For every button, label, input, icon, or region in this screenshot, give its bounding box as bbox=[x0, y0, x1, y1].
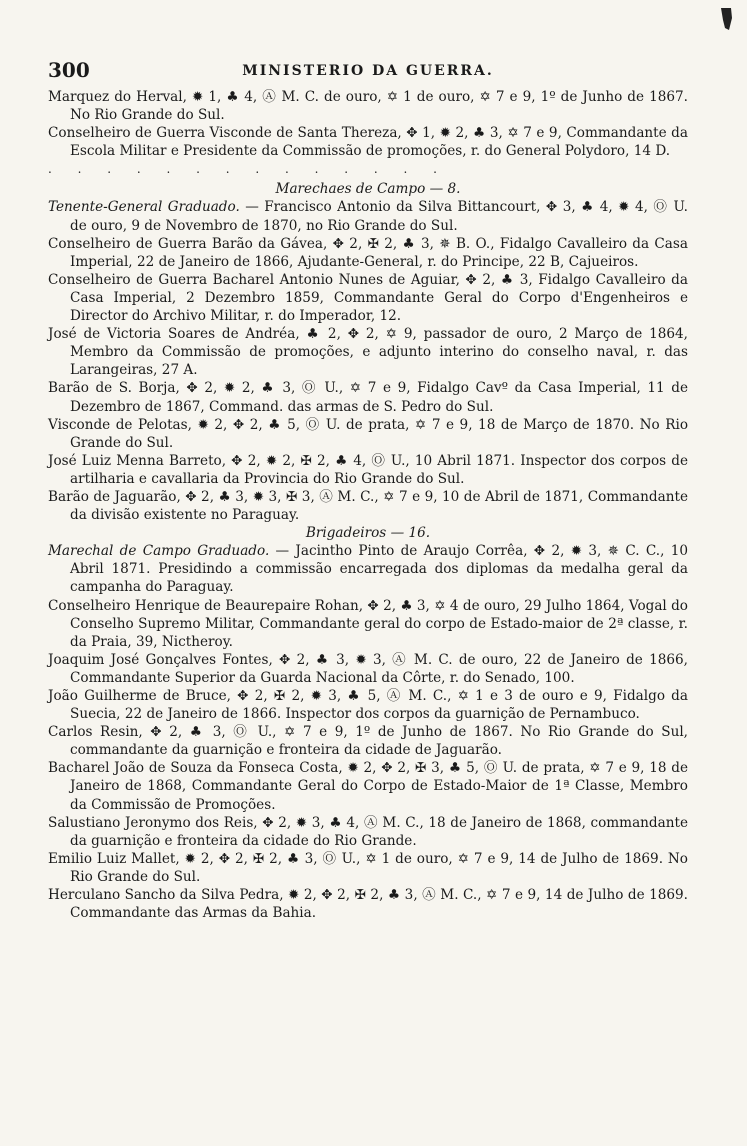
entry: Marquez do Herval, ✹ 1, ♣ 4, Ⓐ M. C. de ouro, ✡ 1 de ouro, ✡ 7 e 9, 1º de Junho de 1867. No Rio Grande do Sul. bbox=[48, 89, 688, 124]
entry: Conselheiro Henrique de Beaurepaire Rohan, ✥ 2, ♣ 3, ✡ 4 de ouro, 29 Julho 1864, Vogal do Conselho Supremo Militar, Commandante geral do corpo de Estado-maior de 2ª classe, r. da Praia, 39, Nictheroy. bbox=[48, 597, 688, 650]
entry: Conselheiro de Guerra Barão da Gávea, ✥ 2, ✠ 2, ♣ 3, ✵ B. O., Fidalgo Cavalleiro da Casa Imperial, 22 de Janeiro de 1866, Ajudante-General, r. do Principe, 22 B, Cajueiros. bbox=[48, 235, 688, 270]
section-title-marechaes: Marechaes de Campo — 8. bbox=[275, 181, 461, 198]
ink-blot-mark bbox=[717, 8, 735, 30]
entry: Salustiano Jeronymo dos Reis, ✥ 2, ✹ 3, ♣ 4, Ⓐ M. C., 18 de Janeiro de 1868, commandante da guarnição e fronteira da cidade do Rio Grande. bbox=[48, 814, 688, 849]
entry: Carlos Resin, ✥ 2, ♣ 3, Ⓞ U., ✡ 7 e 9, 1º de Junho de 1867. No Rio Grande do Sul, commandante da guarnição e fronteira da cidade de Jaguarão. bbox=[48, 724, 688, 759]
document-page bbox=[48, 58, 688, 922]
ellipsis-divider: . . . . . . . . . . . . . . bbox=[48, 162, 448, 177]
entry: José de Victoria Soares de Andréa, ♣ 2, ✥ 2, ✡ 9, passador de ouro, 2 Março de 1864, Membro da Commissão de promoções, e adjunto interino do conselho naval, r. das Larangeiras, 27 A. bbox=[48, 326, 688, 379]
entry: Bacharel João de Souza da Fonseca Costa, ✹ 2, ✥ 2, ✠ 3, ♣ 5, Ⓞ U. de prata, ✡ 7 e 9, 18 de Janeiro de 1868, Commandante Geral do Corpo de Estado-Maior de 1ª Classe, Membro da Commissão de Promoções. bbox=[48, 760, 688, 813]
entry bbox=[48, 542, 688, 596]
entry: Herculano Sancho da Silva Pedra, ✹ 2, ✥ 2, ✠ 2, ♣ 3, Ⓐ M. C., ✡ 7 e 9, 14 de Julho de 1869. Commandante das Armas da Bahia. bbox=[48, 887, 688, 922]
entry: Emilio Luiz Mallet, ✹ 2, ✥ 2, ✠ 2, ♣ 3, Ⓞ U., ✡ 1 de ouro, ✡ 7 e 9, 14 de Julho de 1869. No Rio Grande do Sul. bbox=[48, 850, 688, 885]
entry-text: — Francisco Antonio da Silva Bittancourt, ✥ 3, ♣ 4, ✹ 4, Ⓞ U. de ouro, 9 de Novembro de 1870, no Rio Grande do Sul. bbox=[70, 199, 688, 234]
entry: Barão de S. Borja, ✥ 2, ✹ 2, ♣ 3, Ⓞ U., ✡ 7 e 9, Fidalgo Cavº da Casa Imperial, 11 de Dezembro de 1867, Command. das armas de S. Pedro do Sul. bbox=[48, 380, 688, 415]
entry-text: — Jacintho Pinto de Araujo Corrêa, ✥ 2, ✹ 3, ✵ C. C., 10 Abril 1871. Presidindo a commissão encarregada dos diplomas da medalha geral da campanha do Paraguay. bbox=[70, 543, 688, 596]
rank-lead: Marechal de Campo Graduado. bbox=[48, 543, 270, 560]
entry: José Luiz Menna Barreto, ✥ 2, ✹ 2, ✠ 2, ♣ 4, Ⓞ U., 10 Abril 1871. Inspector dos corpos de artilharia e cavallaria da Provincia do Rio Grande do Sul. bbox=[48, 452, 688, 487]
entry: Barão de Jaguarão, ✥ 2, ♣ 3, ✹ 3, ✠ 3, Ⓐ M. C., ✡ 7 e 9, 10 de Abril de 1871, Commandante da divisão existente no Paraguay. bbox=[48, 488, 688, 524]
page-number: 300 bbox=[48, 58, 90, 82]
entry: Visconde de Pelotas, ✹ 2, ✥ 2, ♣ 5, Ⓞ U. de prata, ✡ 7 e 9, 18 de Março de 1870. No Rio Grande do Sul. bbox=[48, 416, 688, 451]
running-title: MINISTERIO DA GUERRA. bbox=[242, 63, 494, 79]
rank-lead: Tenente-General Graduado. bbox=[48, 199, 240, 216]
entry: Conselheiro de Guerra Bacharel Antonio Nunes de Aguiar, ✥ 2, ♣ 3, Fidalgo Cavalleiro da Casa Imperial, 2 Dezembro 1859, Commandante Geral do Corpo d'Engenheiros e Director do Archivo Militar, r. do Imperador, 12. bbox=[48, 271, 688, 325]
entry: Joaquim José Gonçalves Fontes, ✥ 2, ♣ 3, ✹ 3, Ⓐ M. C. de ouro, 22 de Janeiro de 1866, Commandante Superior da Guarda Nacional da Côrte, r. do Senado, 100. bbox=[48, 651, 688, 686]
entry bbox=[48, 198, 688, 234]
page-header bbox=[48, 58, 688, 88]
section-title-brigadeiros: Brigadeiros — 16. bbox=[305, 525, 431, 542]
entry: Conselheiro de Guerra Visconde de Santa Thereza, ✥ 1, ✹ 2, ♣ 3, ✡ 7 e 9, Commandante da Escola Militar e Presidente da Commissão de promoções, r. do General Polydoro, 14 D. bbox=[48, 125, 688, 160]
entry: João Guilherme de Bruce, ✥ 2, ✠ 2, ✹ 3, ♣ 5, Ⓐ M. C., ✡ 1 e 3 de ouro e 9, Fidalgo da Suecia, 22 de Janeiro de 1866. Inspector dos corpos da guarnição de Pernambuco. bbox=[48, 688, 688, 723]
